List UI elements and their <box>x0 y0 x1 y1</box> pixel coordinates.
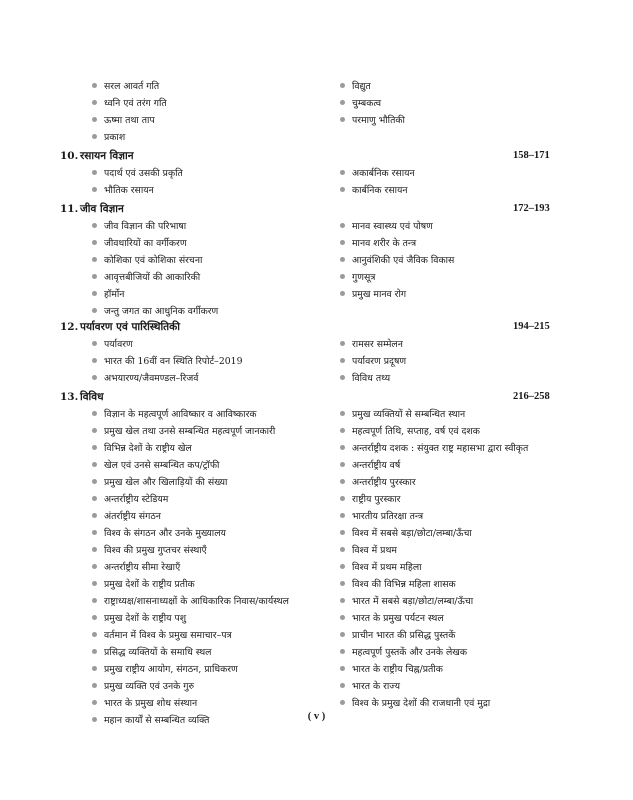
toc-entry <box>340 286 406 303</box>
toc-entry <box>92 235 187 252</box>
toc-entry <box>340 353 406 370</box>
toc-row <box>0 235 633 252</box>
toc-entry <box>92 525 226 542</box>
toc-entry <box>92 695 197 712</box>
toc-entry <box>340 406 465 423</box>
toc-entry <box>92 165 183 182</box>
toc-row <box>0 474 633 491</box>
toc-entry <box>340 661 443 678</box>
section-entries <box>0 406 633 729</box>
section-title: पर्यावरण एवं पारिस्थितिकी <box>80 321 180 333</box>
intro-list <box>0 78 633 146</box>
toc-entry <box>340 218 433 235</box>
toc-entry-label: मानव शरीर के तन्त्र <box>352 238 417 249</box>
toc-entry-label: मानव स्वास्थ्य एवं पोषण <box>352 221 433 232</box>
toc-entry-label: प्रमुख खेल तथा उनसे सम्बन्धित महत्वपूर्ण जानकारी <box>104 426 276 437</box>
toc-entry-label: अकार्बनिक रसायन <box>352 168 415 179</box>
toc-row <box>0 112 633 129</box>
bullet-icon <box>340 428 345 433</box>
bullet-icon <box>92 308 97 313</box>
toc-entry <box>92 252 202 269</box>
toc-entry-label: विद्युत <box>352 81 371 92</box>
toc-entry-label: आवृत्तबीजियों की आकारिकी <box>104 272 201 283</box>
toc-entry <box>92 406 257 423</box>
bullet-icon <box>92 700 97 705</box>
bullet-icon <box>92 547 97 552</box>
bullet-icon <box>92 666 97 671</box>
section-number: 13. <box>60 391 79 403</box>
toc-entry-label: परमाणु भौतिकी <box>352 115 405 126</box>
toc-entry-label: आनुवंशिकी एवं जैविक विकास <box>352 255 455 266</box>
toc-entry <box>92 286 124 303</box>
toc-entry <box>340 593 473 610</box>
bullet-icon <box>340 683 345 688</box>
toc-entry <box>340 474 416 491</box>
section-entries <box>0 218 633 320</box>
bullet-icon <box>340 649 345 654</box>
toc-entry-label: भौतिक रसायन <box>104 185 154 196</box>
bullet-icon <box>92 496 97 501</box>
toc-row <box>0 353 633 370</box>
section-heading <box>0 318 633 336</box>
bullet-icon <box>340 479 345 484</box>
toc-row <box>0 525 633 542</box>
toc-entry <box>340 542 397 559</box>
toc-row <box>0 678 633 695</box>
toc-entry <box>92 610 186 627</box>
toc-entry <box>92 559 180 576</box>
toc-entry-label: जीवधारियों का वर्गीकरण <box>104 238 187 249</box>
bullet-icon <box>340 83 345 88</box>
toc-entry-label: ध्वनि एवं तरंग गति <box>104 98 167 109</box>
toc-entry-label: प्रमुख राष्ट्रीय आयोग, संगठन, प्राधिकरण <box>104 664 238 675</box>
toc-entry-label: प्रमुख देशों के राष्ट्रीय प्रतीक <box>104 579 195 590</box>
toc-entry <box>340 182 408 199</box>
toc-entry <box>340 235 416 252</box>
toc-entry <box>340 695 490 712</box>
toc-entry <box>340 491 400 508</box>
bullet-icon <box>92 513 97 518</box>
toc-row <box>0 269 633 286</box>
toc-entry-label: भारत के प्रमुख शोध संस्थान <box>104 698 198 709</box>
toc-entry-label: विश्व में प्रथम <box>352 545 397 556</box>
toc-entry-label: कार्बनिक रसायन <box>352 185 408 196</box>
bullet-icon <box>92 530 97 535</box>
bullet-icon <box>92 615 97 620</box>
toc-entry-label: अभयारण्य/जैवमण्डल–रिजर्व <box>104 373 199 384</box>
toc-row <box>0 182 633 199</box>
bullet-icon <box>92 170 97 175</box>
toc-entry <box>340 252 454 269</box>
toc-entry-label: चुम्बकत्व <box>352 98 382 109</box>
bullet-icon <box>340 100 345 105</box>
section-page-range: 194–215 <box>513 321 550 332</box>
toc-row <box>0 593 633 610</box>
toc-entry-label: खेल एवं उनसे सम्बन्धित कप/ट्रॉफी <box>104 460 220 471</box>
toc-entry <box>92 491 168 508</box>
bullet-icon <box>340 598 345 603</box>
toc-entry-label: वर्तमान में विश्व के प्रमुख समाचार–पत्र <box>104 630 232 641</box>
bullet-icon <box>92 187 97 192</box>
toc-entry <box>340 627 455 644</box>
toc-entry-label: गुणसूत्र <box>352 272 376 283</box>
bullet-icon <box>340 530 345 535</box>
section-number: 12. <box>60 321 79 333</box>
section-heading <box>0 147 633 165</box>
toc-entry-label: महत्वपूर्ण तिथि, सप्ताह, वर्ष एवं दशक <box>352 426 480 437</box>
bullet-icon <box>92 134 97 139</box>
toc-entry-label: राष्ट्रीय पुरस्कार <box>352 494 401 505</box>
toc-entry-label: प्रसिद्ध व्यक्तियों के समाधि स्थल <box>104 647 212 658</box>
toc-entry-label: विविध तथ्य <box>352 373 391 384</box>
toc-row <box>0 610 633 627</box>
toc-row <box>0 440 633 457</box>
toc-entry <box>92 576 195 593</box>
bullet-icon <box>92 291 97 296</box>
bullet-icon <box>92 428 97 433</box>
page-number: ( v ) <box>307 711 326 722</box>
toc-entry-label: जीव विज्ञान की परिभाषा <box>104 221 187 232</box>
section-heading <box>0 200 633 218</box>
toc-entry-label: अन्तर्राष्ट्रीय वर्ष <box>352 460 401 471</box>
toc-entry <box>92 644 212 661</box>
toc-entry-label: सरल आवर्त गति <box>104 81 160 92</box>
toc-entry-label: प्रमुख खेल और खिलाड़ियों की संख्या <box>104 477 228 488</box>
bullet-icon <box>92 358 97 363</box>
toc-entry <box>340 269 375 286</box>
toc-entry-label: रामसर सम्मेलन <box>352 339 403 350</box>
toc-entry-label: भारत की 16वीं वन स्थिति रिपोर्ट–2019 <box>104 356 243 367</box>
bullet-icon <box>92 683 97 688</box>
toc-entry-label: प्रमुख मानव रोग <box>352 289 407 300</box>
toc-entry <box>92 627 232 644</box>
section-title: रसायन विज्ञान <box>80 150 134 162</box>
toc-entry <box>340 508 423 525</box>
toc-entry <box>340 576 456 593</box>
bullet-icon <box>340 274 345 279</box>
bullet-icon <box>92 223 97 228</box>
toc-entry-label: कोशिका एवं कोशिका संरचना <box>104 255 203 266</box>
bullet-icon <box>340 700 345 705</box>
toc-row <box>0 695 633 712</box>
toc-entry <box>92 112 155 129</box>
bullet-icon <box>340 564 345 569</box>
toc-entry-label: विभिन्न देशों के राष्ट्रीय खेल <box>104 443 192 454</box>
toc-entry <box>340 440 528 457</box>
toc-entry <box>340 644 467 661</box>
toc-entry <box>92 218 186 235</box>
section-biology <box>0 200 633 320</box>
toc-entry-label: प्राचीन भारत की प्रसिद्ध पुस्तकें <box>352 630 456 641</box>
toc-entry-label: अन्तर्राष्ट्रीय दशक : संयुक्त राष्ट्र महासभा द्वारा स्वीकृत <box>352 443 529 454</box>
toc-entry-label: प्रमुख व्यक्तियों से सम्बन्धित स्थान <box>352 409 466 420</box>
toc-entry-label: राष्ट्राध्यक्ष/शासनाध्यक्षों के आधिकारिक निवास/कार्यस्थल <box>104 596 289 607</box>
toc-entry <box>340 423 480 440</box>
toc-entry-label: पदार्थ एवं उसकी प्रकृति <box>104 168 183 179</box>
bullet-icon <box>92 257 97 262</box>
toc-entry-label: विश्व के संगठन और उनके मुख्यालय <box>104 528 226 539</box>
bullet-icon <box>340 581 345 586</box>
toc-row <box>0 95 633 112</box>
toc-entry <box>92 423 275 440</box>
bullet-icon <box>92 581 97 586</box>
bullet-icon <box>92 411 97 416</box>
section-title: जीव विज्ञान <box>80 203 124 215</box>
toc-entry-label: विश्व में सबसे बड़ा/छोटा/लम्बा/ऊँचा <box>352 528 472 539</box>
toc-entry-label: पर्यावरण <box>104 339 133 350</box>
toc-entry <box>340 559 422 576</box>
bullet-icon <box>340 341 345 346</box>
toc-row <box>0 661 633 678</box>
toc-row <box>0 423 633 440</box>
toc-entry <box>340 678 400 695</box>
section-environment <box>0 318 633 387</box>
bullet-icon <box>92 564 97 569</box>
bullet-icon <box>92 445 97 450</box>
toc-entry-label: भारत में सबसे बड़ा/छोटा/लम्बा/ऊँचा <box>352 596 474 607</box>
bullet-icon <box>340 240 345 245</box>
bullet-icon <box>340 615 345 620</box>
toc-row <box>0 336 633 353</box>
toc-entry-label: भारत के राष्ट्रीय चिह्न/प्रतीक <box>352 664 443 675</box>
toc-entry-label: हॉर्मोन <box>104 289 125 300</box>
section-page-range: 172–193 <box>513 203 550 214</box>
toc-row <box>0 78 633 95</box>
toc-entry-label: भारतीय प्रतिरक्षा तन्त्र <box>352 511 424 522</box>
toc-entry <box>340 95 381 112</box>
toc-entry <box>92 508 161 525</box>
section-title: विविध <box>80 391 104 403</box>
toc-entry <box>340 457 400 474</box>
toc-entry <box>92 440 192 457</box>
bullet-icon <box>340 170 345 175</box>
bullet-icon <box>340 187 345 192</box>
bullet-icon <box>340 496 345 501</box>
toc-entry <box>92 129 125 146</box>
toc-entry-label: ऊष्मा तथा ताप <box>104 115 155 126</box>
bullet-icon <box>340 257 345 262</box>
section-page-range: 158–171 <box>513 150 550 161</box>
toc-entry-label: विश्व के प्रमुख देशों की राजधानी एवं मुद्रा <box>352 698 491 709</box>
toc-row <box>0 286 633 303</box>
toc-entry <box>92 474 227 491</box>
toc-entry <box>92 661 238 678</box>
toc-entry-label: प्रकाश <box>104 132 126 143</box>
bullet-icon <box>340 117 345 122</box>
toc-row <box>0 576 633 593</box>
toc-row <box>0 218 633 235</box>
toc-row <box>0 406 633 423</box>
toc-entry <box>92 269 200 286</box>
toc-entry <box>92 457 219 474</box>
bullet-icon <box>92 117 97 122</box>
toc-entry <box>92 542 207 559</box>
bullet-icon <box>92 598 97 603</box>
bullet-icon <box>340 513 345 518</box>
toc-entry-label: प्रमुख देशों के राष्ट्रीय पशु <box>104 613 187 624</box>
bullet-icon <box>340 358 345 363</box>
section-number: 11. <box>60 203 79 215</box>
section-heading <box>0 388 633 406</box>
toc-entry-label: विश्व की विभिन्न महिला शासक <box>352 579 456 590</box>
toc-entry-label: भारत के प्रमुख पर्यटन स्थल <box>352 613 444 624</box>
toc-entry <box>92 336 133 353</box>
toc-entry <box>92 678 194 695</box>
bullet-icon <box>92 632 97 637</box>
toc-row <box>0 627 633 644</box>
bullet-icon <box>92 462 97 467</box>
bullet-icon <box>340 547 345 552</box>
bullet-icon <box>340 632 345 637</box>
bullet-icon <box>340 445 345 450</box>
bullet-icon <box>92 100 97 105</box>
toc-row <box>0 129 633 146</box>
toc-row <box>0 370 633 387</box>
section-entries <box>0 165 633 199</box>
bullet-icon <box>340 291 345 296</box>
toc-entry-label: विश्व की प्रमुख गुप्तचर संस्थाएँ <box>104 545 207 556</box>
toc-entry-label: अन्तर्राष्ट्रीय स्टेडियम <box>104 494 169 505</box>
toc-entry-label: अंतर्राष्ट्रीय संगठन <box>104 511 161 522</box>
toc-entry-label: पर्यावरण प्रदूषण <box>352 356 407 367</box>
section-page-range: 216–258 <box>513 391 550 402</box>
toc-entry <box>92 593 289 610</box>
section-miscellaneous <box>0 388 633 729</box>
toc-entry <box>340 78 371 95</box>
toc-entry-label: जन्तु जगत का आधुनिक वर्गीकरण <box>104 306 219 317</box>
bullet-icon <box>340 462 345 467</box>
toc-entry-label: भारत के राज्य <box>352 681 401 692</box>
toc-row <box>0 252 633 269</box>
toc-entry-label: विज्ञान के महत्वपूर्ण आविष्कार व आविष्कारक <box>104 409 257 420</box>
toc-row <box>0 542 633 559</box>
toc-entry-label: विश्व में प्रथम महिला <box>352 562 422 573</box>
bullet-icon <box>340 666 345 671</box>
toc-entry-label: प्रमुख व्यक्ति एवं उनके गुरु <box>104 681 195 692</box>
section-chemistry <box>0 147 633 199</box>
toc-entry <box>340 370 390 387</box>
toc-entry-label: अन्तर्राष्ट्रीय पुरस्कार <box>352 477 416 488</box>
bullet-icon <box>340 223 345 228</box>
toc-entry-label: अन्तर्राष्ट्रीय सीमा रेखाएँ <box>104 562 181 573</box>
toc-entry <box>92 353 242 370</box>
bullet-icon <box>92 341 97 346</box>
bullet-icon <box>92 83 97 88</box>
toc-entry <box>92 78 159 95</box>
bullet-icon <box>340 411 345 416</box>
section-number: 10. <box>60 150 79 162</box>
bullet-icon <box>92 649 97 654</box>
toc-row <box>0 559 633 576</box>
toc-entry <box>92 95 167 112</box>
toc-entry <box>92 370 198 387</box>
toc-row <box>0 644 633 661</box>
toc-entry <box>340 336 403 353</box>
toc-entry <box>340 112 405 129</box>
bullet-icon <box>92 240 97 245</box>
toc-entry <box>340 525 472 542</box>
toc-entry-label: महत्वपूर्ण पुस्तकें और उनके लेखक <box>352 647 468 658</box>
toc-row <box>0 457 633 474</box>
toc-row <box>0 491 633 508</box>
section-entries <box>0 336 633 387</box>
bullet-icon <box>92 375 97 380</box>
toc-entry <box>340 610 444 627</box>
bullet-icon <box>92 274 97 279</box>
toc-entry <box>340 165 415 182</box>
toc-row <box>0 165 633 182</box>
toc-row <box>0 508 633 525</box>
bullet-icon <box>340 375 345 380</box>
toc-entry <box>92 182 154 199</box>
toc-entry-label: महान कार्यों से सम्बन्धित व्यक्ति <box>104 715 210 726</box>
bullet-icon <box>92 479 97 484</box>
